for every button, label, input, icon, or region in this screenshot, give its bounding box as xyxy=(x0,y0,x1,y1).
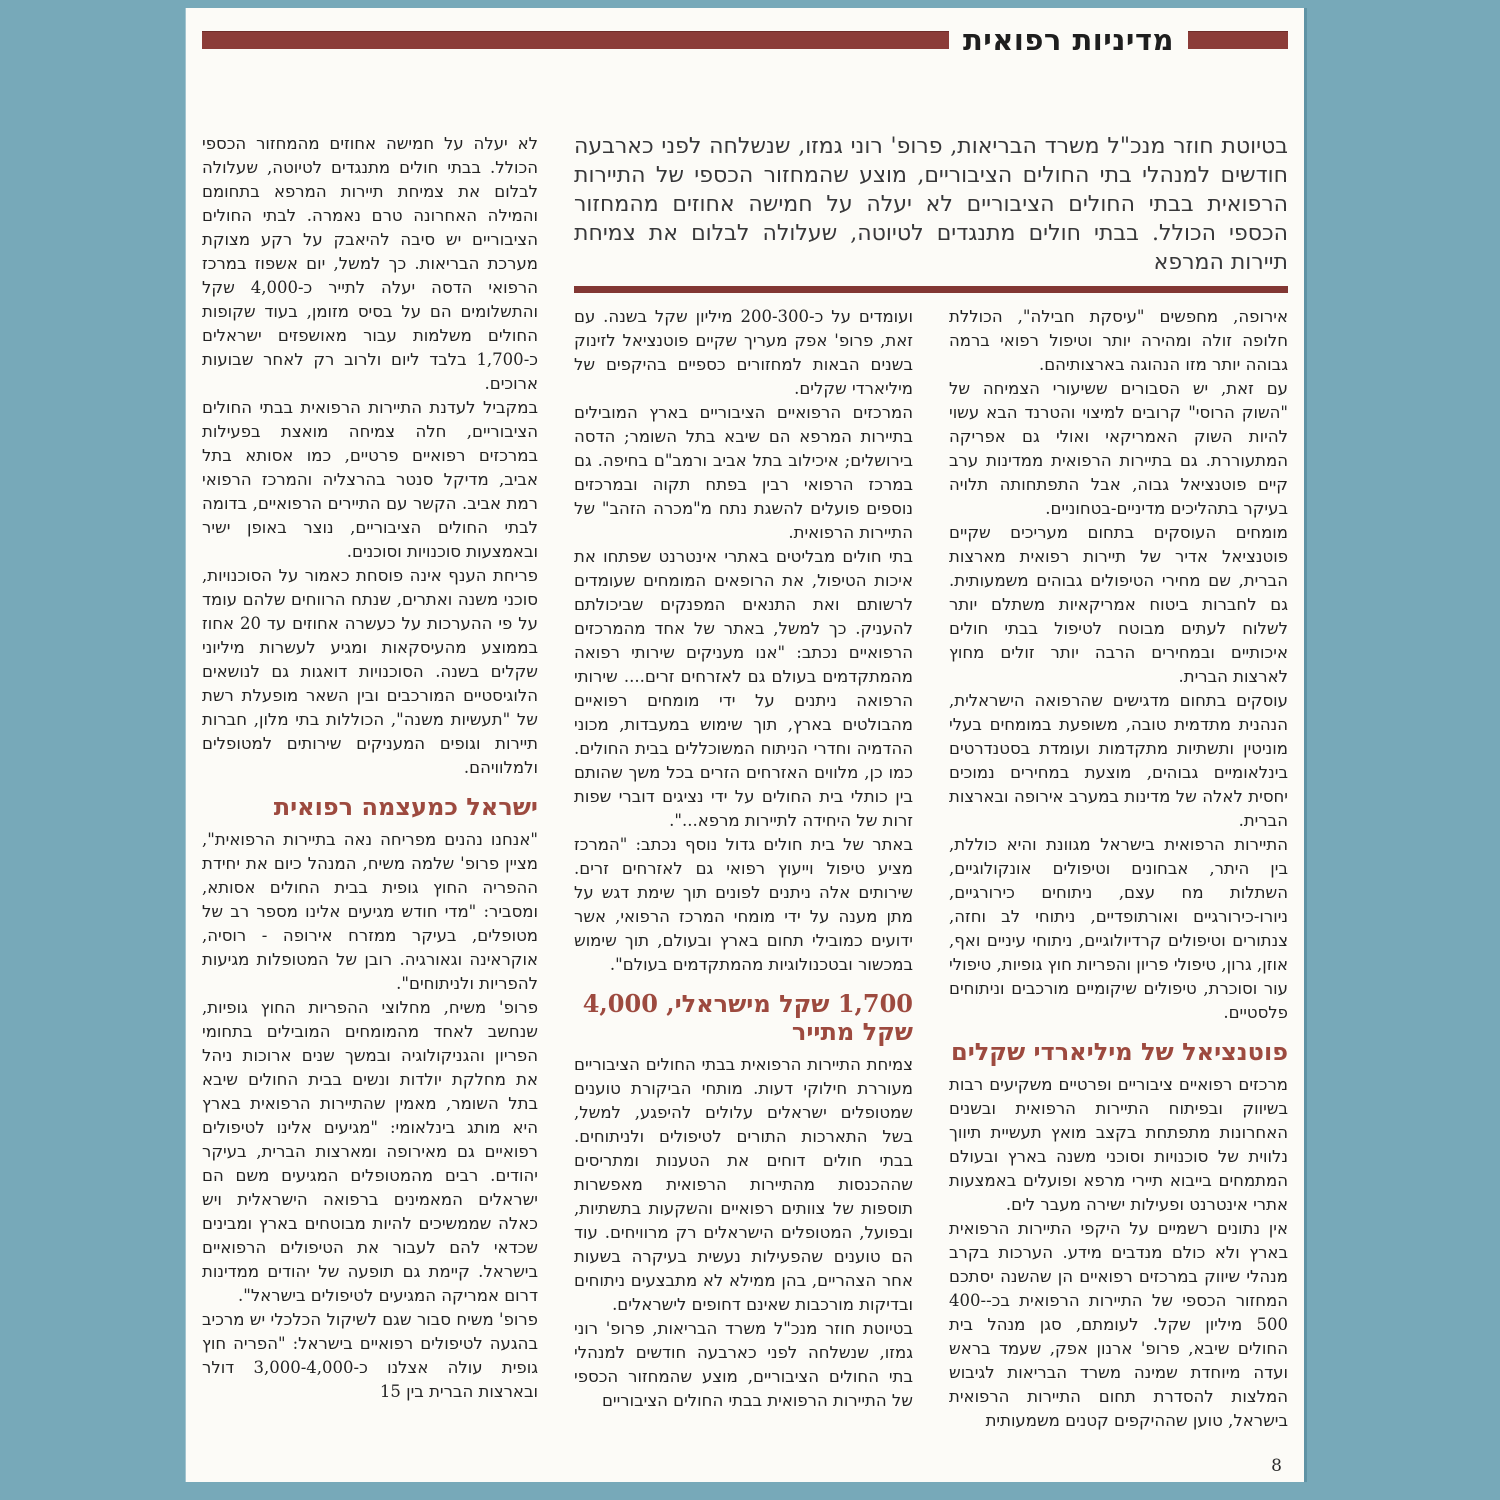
section-heading-shekel-prices: 1,700 שקל מישראלי, 4,000 שקל מתייר xyxy=(582,989,913,1046)
lead-paragraph: בטיוטת חוזר מנכ"ל משרד הבריאות, פרופ' רוני גמזו, שנשלחה לפני כארבעה חודשים למנהלי בתי החולים הציבוריים, מוצע שהמחזור הכספי של התיירות הרפואית בבתי החולים הציבוריים לא יעלה על חמישה אחוזים מהמחזור הכספי הכולל. בבתי חולים מתנגדים לטיוטה, שעלולה לבלום את צמיחת תיירות המרפא xyxy=(574,134,1288,275)
page-inner xyxy=(186,8,1304,1433)
article-paragraph: מרכזים רפואיים ציבוריים ופרטיים משקיעים רבות בשיווק ובפיתוח התיירות הרפואית ובשנים האחרונות מתפתחת בקצב מואץ תעשיית תיווך נלווית של סוכנויות וסוכני משנה בארץ ובעולם המתמחים בייבוא תיירי מרפא ופועלים באמצעות אתרי אינטרנט ופעילות ישירה מעבר לים. xyxy=(949,1075,1288,1214)
article-paragraph: עוסקים בתחום מדגישים שהרפואה הישראלית, הנהנית מתדמית טובה, משופעת במומחים בעלי מוניטין ותשתיות מתקדמות ועומדת בסטנדרטים בינלאומיים גבוהים, מוצעת במחירים נמוכים יחסית לאלה של מדינות במערב אירופה ובארצות הברית. xyxy=(949,691,1288,830)
magazine-page xyxy=(185,8,1307,1482)
article-paragraph: התיירות הרפואית בישראל מגוונת והיא כוללת, בין היתר, אבחונים וטיפולים אונקולוגיים, השתלות מח עצם, ניתוחים כירורגיים, ניורו-כירורגיים ואורתופדיים, ניתוחי לב וחזה, צנתורים וטיפולים קרדיולוגיים, ניתוחי עיניים ואף, אוזן, גרון, טיפולי פריון והפריות חוץ גופיות, טיפולי עור וסוכרת, טיפולים שיקומיים מורכבים וניתוחים פלסטיים. xyxy=(949,835,1288,1022)
article-paragraph: במקביל לעדנת התיירות הרפואית בבתי החולים הציבוריים, חלה צמיחה מואצת בפעילות במרכזים רפואיים פרטיים, כמו אסותא בתל אביב, מדיקל סנטר בהרצליה והמרכז הרפואי רמת אביב. הקשר עם התיירים הרפואיים, בדומה לבתי החולים הציבוריים, נוצר באופן ישיר ובאמצעות סוכנויות וסוכנים. xyxy=(202,398,538,561)
column-middle xyxy=(574,305,913,1433)
masthead-bar-left xyxy=(202,31,949,49)
article-paragraph: פריחת הענף אינה פוסחת כאמור על הסוכנויות, סוכני משנה ואתרים, שנתח הרווחים שלהם עומד על פי ההערכות על כעשרה אחוזים עד 20 אחוז בממוצע מהעיסקאות ומגיע לעשרות מיליוני שקלים בשנה. הסוכנויות דואגות גם לנושאים הלוגיסטיים המורכבים ובין השאר מופעלת רשת של "תעשיות משנה", הכוללות בתי מלון, חברות תיירות וגופים המעניקים שירותים למטופלים ולמלוויהם. xyxy=(202,566,538,777)
column-right xyxy=(949,305,1288,1433)
article-paragraph: אירופה, מחפשים "עיסקת חבילה", הכוללת חלופה זולה ומהירה יותר וטיפול רפואי ברמה גבוהה יותר מזו הנהוגה בארצותיהם. xyxy=(949,307,1288,374)
masthead xyxy=(202,23,1288,57)
article-paragraph: בטיוטת חוזר מנכ"ל משרד הבריאות, פרופ' רוני גמזו, שנשלחה לפני כארבעה חודשים למנהלי בתי החולים הציבוריים, מוצע שהמחזור הכספי של התיירות הרפואית בבתי החולים הציבוריים xyxy=(574,1319,913,1410)
columns-region xyxy=(574,305,1288,1433)
article-paragraph: בתי חולים מבליטים באתרי אינטרנט שפתחו את איכות הטיפול, את הרופאים המומחים שעומדים לרשותם ואת התנאים המפנקים שביכולתם להעניק. כך למשל, באתר של אחד מהמרכזים הרפואיים נכתב: "אנו מעניקים שירותי רפואה מהמתקדמים בעולם גם לאזרחים זרים.... שירותי הרפואה ניתנים על ידי מומחים רפואיים מהבולטים בארץ, תוך שימוש במעבדות, מכוני ההדמיה וחדרי הניתוח המשוכללים בבית החולים. כמו כן, מלווים האזרחים הזרים בכל משך שהותם בין כותלי בית החולים על ידי נציגים דוברי שפות זרות של היחידה לתיירות מרפא...". xyxy=(574,547,913,830)
section-heading-israel-medical-power: ישראל כמעצמה רפואית xyxy=(273,792,538,821)
page-number: 8 xyxy=(1271,1456,1282,1476)
lead-divider-rule xyxy=(574,286,1288,293)
article-paragraph: באתר של בית חולים גדול נוסף נכתב: "המרכז מציע טיפול וייעוץ רפואי גם לאזרחים זרים. שירותים אלה ניתנים לפונים תוך שימת דגש על מתן מענה על ידי מומחי המרכז הרפואי, אשר ידועים כמובילי תחום בארץ ובעולם, תוך שימוש במכשור ובטכנולוגיות מהמתקדמים בעולם". xyxy=(574,835,913,974)
article-paragraph: צמיחת התיירות הרפואית בבתי החולים הציבוריים מעוררת חילוקי דעות. מותחי הביקורת טוענים שמטופלים ישראלים עלולים להיפגע, למשל, בשל התארכות התורים לטיפולים ולניתוחים. בבתי חולים דוחים את הטענות ומתריסים שההכנסות מהתיירות הרפואית מאפשרות תוספות של צוותים רפואיים והשקעות בתשתיות, ובפועל, המטופלים הישראלים רק מרוויחים. עוד הם טוענים שהפעילות נעשית בעיקרה בשעות אחר הצהריים, בהן ממילא לא מתבצעים ניתוחים ובדיקות מורכבות שאינם דחופים לישראלים. xyxy=(574,1055,913,1314)
article-paragraph: פרופ' משיח סבור שגם לשיקול הכלכלי יש מרכיב בהגעה לטיפולים רפואיים בישראל: "הפריה חוץ גופית עולה אצלנו כ-3,000-4,000 דולר ובארצות הברית בין 15 xyxy=(202,1310,538,1401)
article-paragraph: לא יעלה על חמישה אחוזים מהמחזור הכספי הכולל. בבתי חולים מתנגדים לטיוטה, שעלולה לבלום את צמיחת תיירות המרפא בתחומם והמילה האחרונה טרם נאמרה. לבתי החולים הציבוריים יש סיבה להיאבק על רקע מצוקת מערכת הבריאות. כך למשל, יום אשפוז במרכז הרפואי הדסה יעלה לתייר כ-4,000 שקל והתשלומים הם על בסיס מזומן, בעוד שקופות החולים משלמות עבור מאושפזים ישראלים כ-1,700 בלבד ליום ולרוב רק לאחר שבועות ארוכים. xyxy=(202,134,538,393)
article-paragraph: המרכזים הרפואיים הציבוריים בארץ המובילים בתיירות המרפא הם שיבא בתל השומר; הדסה בירושלים; איכילוב בתל אביב ורמב"ם בחיפה. גם במרכז הרפואי רבין בפתח תקוה ובמרכזים נוספים פועלים להשגת נתח מ"מכרה הזהב" של התיירות הרפואית. xyxy=(574,403,913,542)
section-heading-billions-potential: פוטנציאל של מיליארדי שקלים xyxy=(951,1037,1288,1066)
column-left xyxy=(202,132,538,1433)
article-body xyxy=(202,132,1288,1433)
article-paragraph: "אנחנו נהנים מפריחה נאה בתיירות הרפואית", מציין פרופ' שלמה משיח, המנהל כיום את יחידת ההפריה החוץ גופית בבית החולים אסותא, ומסביר: "מדי חודש מגיעים אלינו מספר רב של מטופלים, בעיקר ממזרח אירופה - רוסיה, אוקראינה וגאורגיה. רובן של המטופלות מגיעות להפריות ולניתוחים". xyxy=(202,830,538,993)
article-paragraph: ועומדים על כ-200-300 מיליון שקל בשנה. עם זאת, פרופ' אפק מעריך שקיים פוטנציאל לזינוק בשנים הבאות למחזורים כספיים בהיקפים של מיליארדי שקלים. xyxy=(574,307,913,398)
section-title: מדיניות רפואית xyxy=(962,23,1174,57)
article-paragraph: מומחים העוסקים בתחום מעריכים שקיים פוטנציאל אדיר של תיירות רפואית מארצות הברית, שם מחירי הטיפולים גבוהים משמעותית. גם לחברות ביטוח אמריקאיות משתלם יותר לשלוח לעתים מבוטח לטיפול בבתי חולים איכותיים ובמחירים הרבה יותר זולים מחוץ לארצות הברית. xyxy=(949,523,1288,686)
masthead-bar-right xyxy=(1188,31,1288,49)
lead-and-columns-region xyxy=(574,132,1288,1433)
article-paragraph: פרופ' משיח, מחלוצי ההפריות החוץ גופיות, שנחשב לאחד מהמומחים המובילים בתחומי הפריון והגניקולוגיה ובמשך שנים ארוכות ניהל את מחלקת יולדות ונשים בבית החולים שיבא בתל השומר, מאמין שהתיירות הרפואית בארץ היא מותג בינלאומי: "מגיעים אלינו לטיפולים רפואיים גם מאירופה ומארצות הברית, בעיקר יהודים. רבים מהמטופלים המגיעים משם הם ישראלים המאמינים ברפואה הישראלית ויש כאלה שממשיכים להיות מבוטחים בארץ ומבינים שכדאי להם לעבור את הטיפולים הרפואיים בישראל. קיימת גם תופעה של יהודים ממדינות דרום אמריקה המגיעים לטיפולים בישראל". xyxy=(202,998,538,1305)
article-paragraph: אין נתונים רשמיים על היקפי התיירות הרפואית בארץ ולא כולם מנדבים מידע. הערכות בקרב מנהלי שיווק במרכזים רפואיים הן שהשנה יסתכם המחזור הכספי של התיירות הרפואית בכ-400-500 מיליון שקל. לעומתם, סגן מנהל בית החולים שיבא, פרופ' ארנון אפק, שעמד בראש ועדה מיוחדת שמינה משרד הבריאות לגיבוש המלצות להסדרת תחום התיירות הרפואית בישראל, טוען שההיקפים קטנים משמעותית xyxy=(949,1219,1288,1430)
article-paragraph: עם זאת, יש הסבורים ששיעורי הצמיחה של "השוק הרוסי" קרובים למיצוי והטרנד הבא עשוי להיות השוק האמריקאי ואולי גם אפריקה המתעוררת. גם בתיירות הרפואית ממדינות ערב קיים פוטנציאל גבוה, אבל התפתחותה תלויה בעיקר בתהליכים מדיניים-בטחוניים. xyxy=(949,379,1288,518)
